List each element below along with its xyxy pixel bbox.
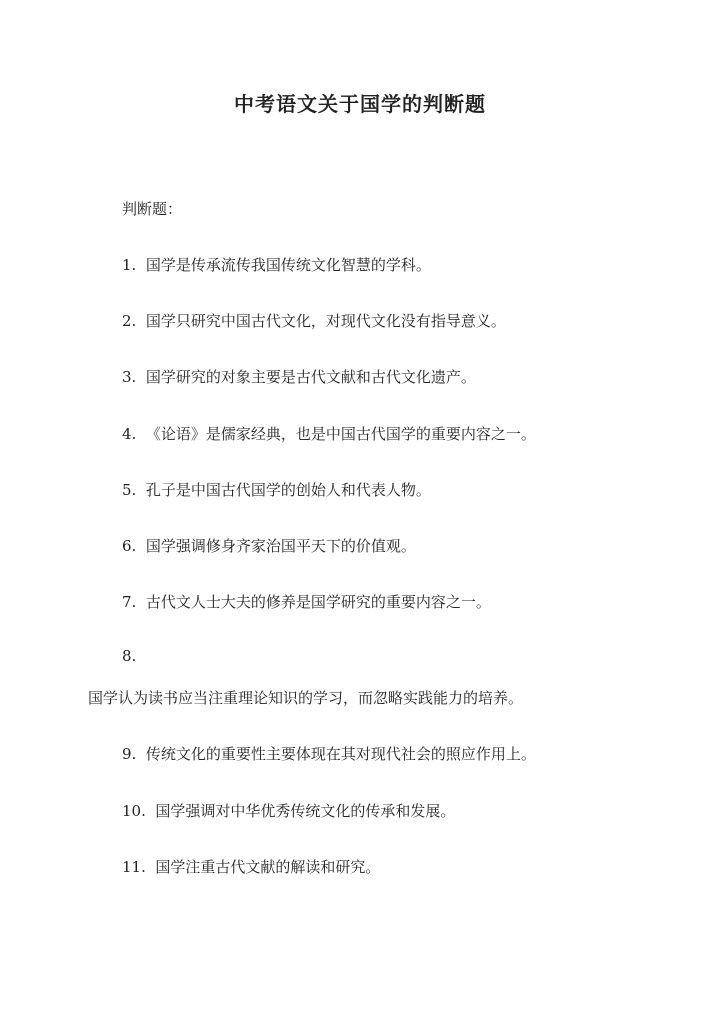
question-number: 9.	[122, 745, 137, 763]
question-item-10	[122, 800, 455, 821]
question-number: 10.	[122, 802, 146, 820]
question-text: 国学是传承流传我国传统文化智慧的学科。	[145, 256, 431, 274]
question-number: 3.	[122, 368, 137, 386]
question-text: 《论语》是儒家经典，也是中国古代国学的重要内容之一。	[145, 425, 536, 443]
question-text: 国学研究的对象主要是古代文献和古代文化遗产。	[145, 368, 476, 386]
question-item-8-number: 8.	[122, 647, 137, 665]
question-number: 7.	[122, 593, 137, 611]
question-number: 2.	[122, 312, 137, 330]
document-title: 中考语文关于国学的判断题	[234, 92, 486, 116]
question-text: 国学注重古代文献的解读和研究。	[155, 858, 381, 876]
section-label: 判断题：	[122, 200, 183, 218]
question-item-11	[122, 856, 380, 877]
question-text: 古代文人士大夫的修养是国学研究的重要内容之一。	[145, 593, 491, 611]
question-item-7	[122, 591, 491, 612]
question-text: 孔子是中国古代国学的创始人和代表人物。	[145, 481, 431, 499]
question-number: 11.	[122, 858, 146, 876]
question-text: 国学只研究中国古代文化，对现代文化没有指导意义。	[145, 312, 506, 330]
question-number: 5.	[122, 481, 137, 499]
question-item-6	[122, 535, 416, 556]
question-number: 1.	[122, 256, 137, 274]
question-item-1	[122, 254, 431, 275]
question-item-9	[122, 743, 536, 764]
question-text: 国学强调修身齐家治国平天下的价值观。	[145, 537, 416, 555]
question-number: 6.	[122, 537, 137, 555]
question-text: 传统文化的重要性主要体现在其对现代社会的照应作用上。	[145, 745, 536, 763]
question-text: 国学强调对中华优秀传统文化的传承和发展。	[155, 802, 456, 820]
question-item-4	[122, 423, 536, 444]
question-number: 4.	[122, 425, 137, 443]
question-item-3	[122, 366, 476, 387]
question-item-8-text: 国学认为读书应当注重理论知识的学习，而忽略实践能力的培养。	[88, 689, 524, 707]
question-item-2	[122, 310, 506, 331]
question-item-5	[122, 479, 431, 500]
